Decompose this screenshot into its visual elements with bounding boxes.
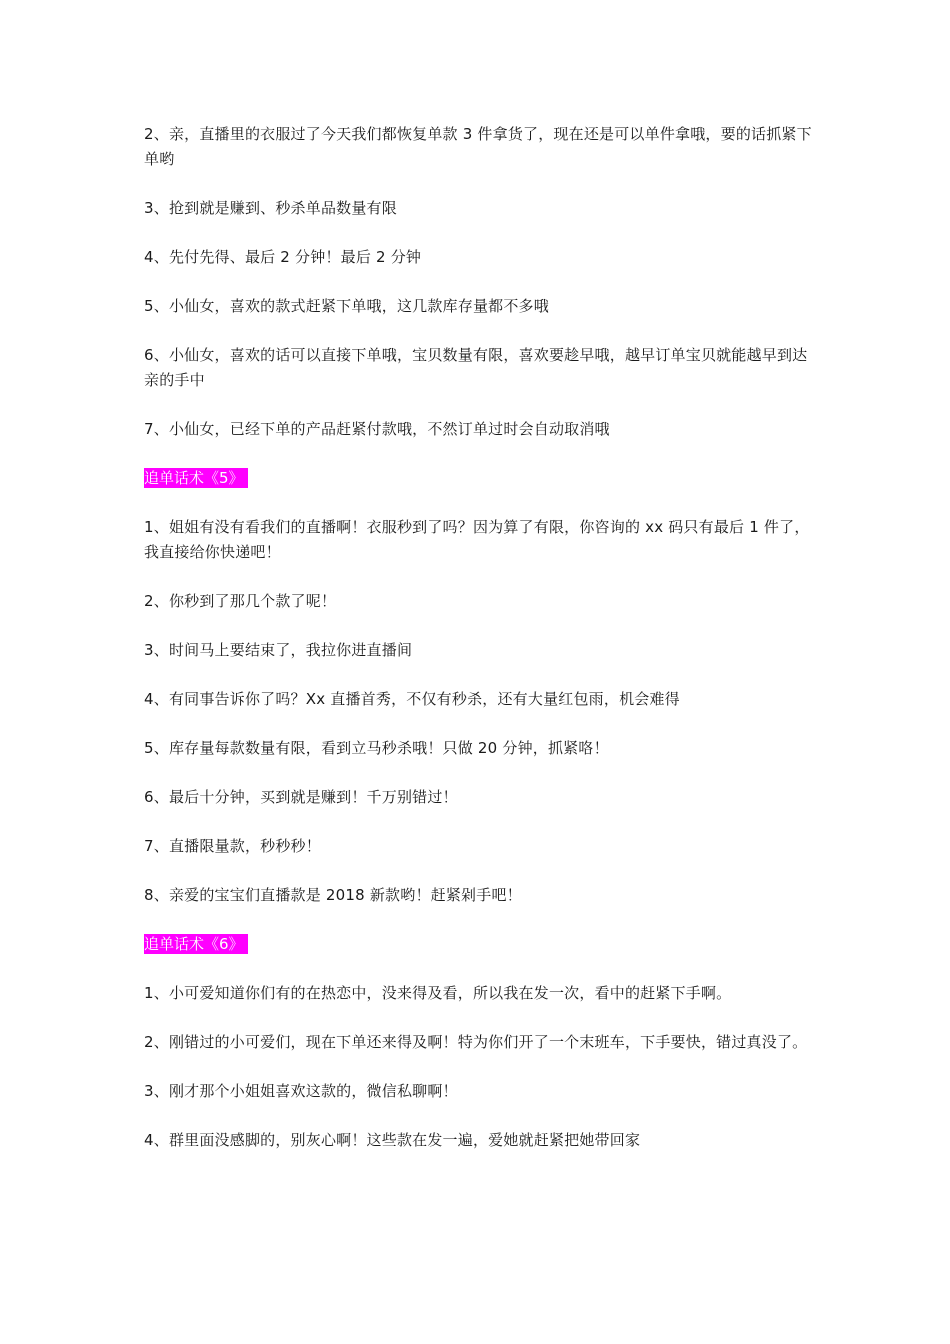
section-heading-6 bbox=[144, 932, 812, 957]
paragraph-6-2: 2、刚错过的小可爱们，现在下单还来得及啊！特为你们开了一个末班车，下手要快，错过真没了。 bbox=[144, 1033, 808, 1051]
paragraph-5: 5、小仙女，喜欢的款式赶紧下单哦，这几款库存量都不多哦 bbox=[144, 297, 549, 315]
paragraph-4: 4、先付先得、最后 2 分钟！最后 2 分钟 bbox=[144, 248, 422, 266]
paragraph-5-3: 3、时间马上要结束了，我拉你进直播间 bbox=[144, 641, 413, 659]
paragraph-5-1: 1、姐姐有没有看我们的直播啊！衣服秒到了吗？因为算了有限，你咨询的 xx 码只有最后 1 件了，我直接给你快递吧！ bbox=[144, 518, 810, 561]
highlighted-heading-text: 追单话术《6》 bbox=[144, 934, 248, 954]
paragraph-6: 6、小仙女，喜欢的话可以直接下单哦，宝贝数量有限，喜欢要趁早哦，越早订单宝贝就能越早到达亲的手中 bbox=[144, 346, 808, 389]
document-body bbox=[144, 122, 812, 1177]
paragraph-6-1: 1、小可爱知道你们有的在热恋中，没来得及看，所以我在发一次，看中的赶紧下手啊。 bbox=[144, 984, 732, 1002]
paragraph-5-8: 8、亲爱的宝宝们直播款是 2018 新款哟！赶紧剁手吧！ bbox=[144, 886, 522, 904]
paragraph-6-3: 3、刚才那个小姐姐喜欢这款的，微信私聊啊！ bbox=[144, 1082, 458, 1100]
paragraph-3: 3、抢到就是赚到、秒杀单品数量有限 bbox=[144, 199, 397, 217]
paragraph-6-4: 4、群里面没感脚的，别灰心啊！这些款在发一遍，爱她就赶紧把她带回家 bbox=[144, 1131, 641, 1149]
paragraph-5-7: 7、直播限量款，秒秒秒！ bbox=[144, 837, 321, 855]
section-heading-5 bbox=[144, 466, 812, 491]
paragraph-5-4: 4、有同事告诉你了吗？Xx 直播首秀，不仅有秒杀，还有大量红包雨，机会难得 bbox=[144, 690, 680, 708]
paragraph-2: 2、亲，直播里的衣服过了今天我们都恢复单款 3 件拿货了，现在还是可以单件拿哦，要的话抓紧下单哟 bbox=[144, 125, 812, 168]
paragraph-7: 7、小仙女，已经下单的产品赶紧付款哦，不然订单过时会自动取消哦 bbox=[144, 420, 610, 438]
paragraph-5-5: 5、库存量每款数量有限，看到立马秒杀哦！只做 20 分钟，抓紧咯！ bbox=[144, 739, 609, 757]
highlighted-heading-text: 追单话术《5》 bbox=[144, 468, 248, 488]
paragraph-5-6: 6、最后十分钟，买到就是赚到！千万别错过！ bbox=[144, 788, 458, 806]
paragraph-5-2: 2、你秒到了那几个款了呢！ bbox=[144, 592, 337, 610]
